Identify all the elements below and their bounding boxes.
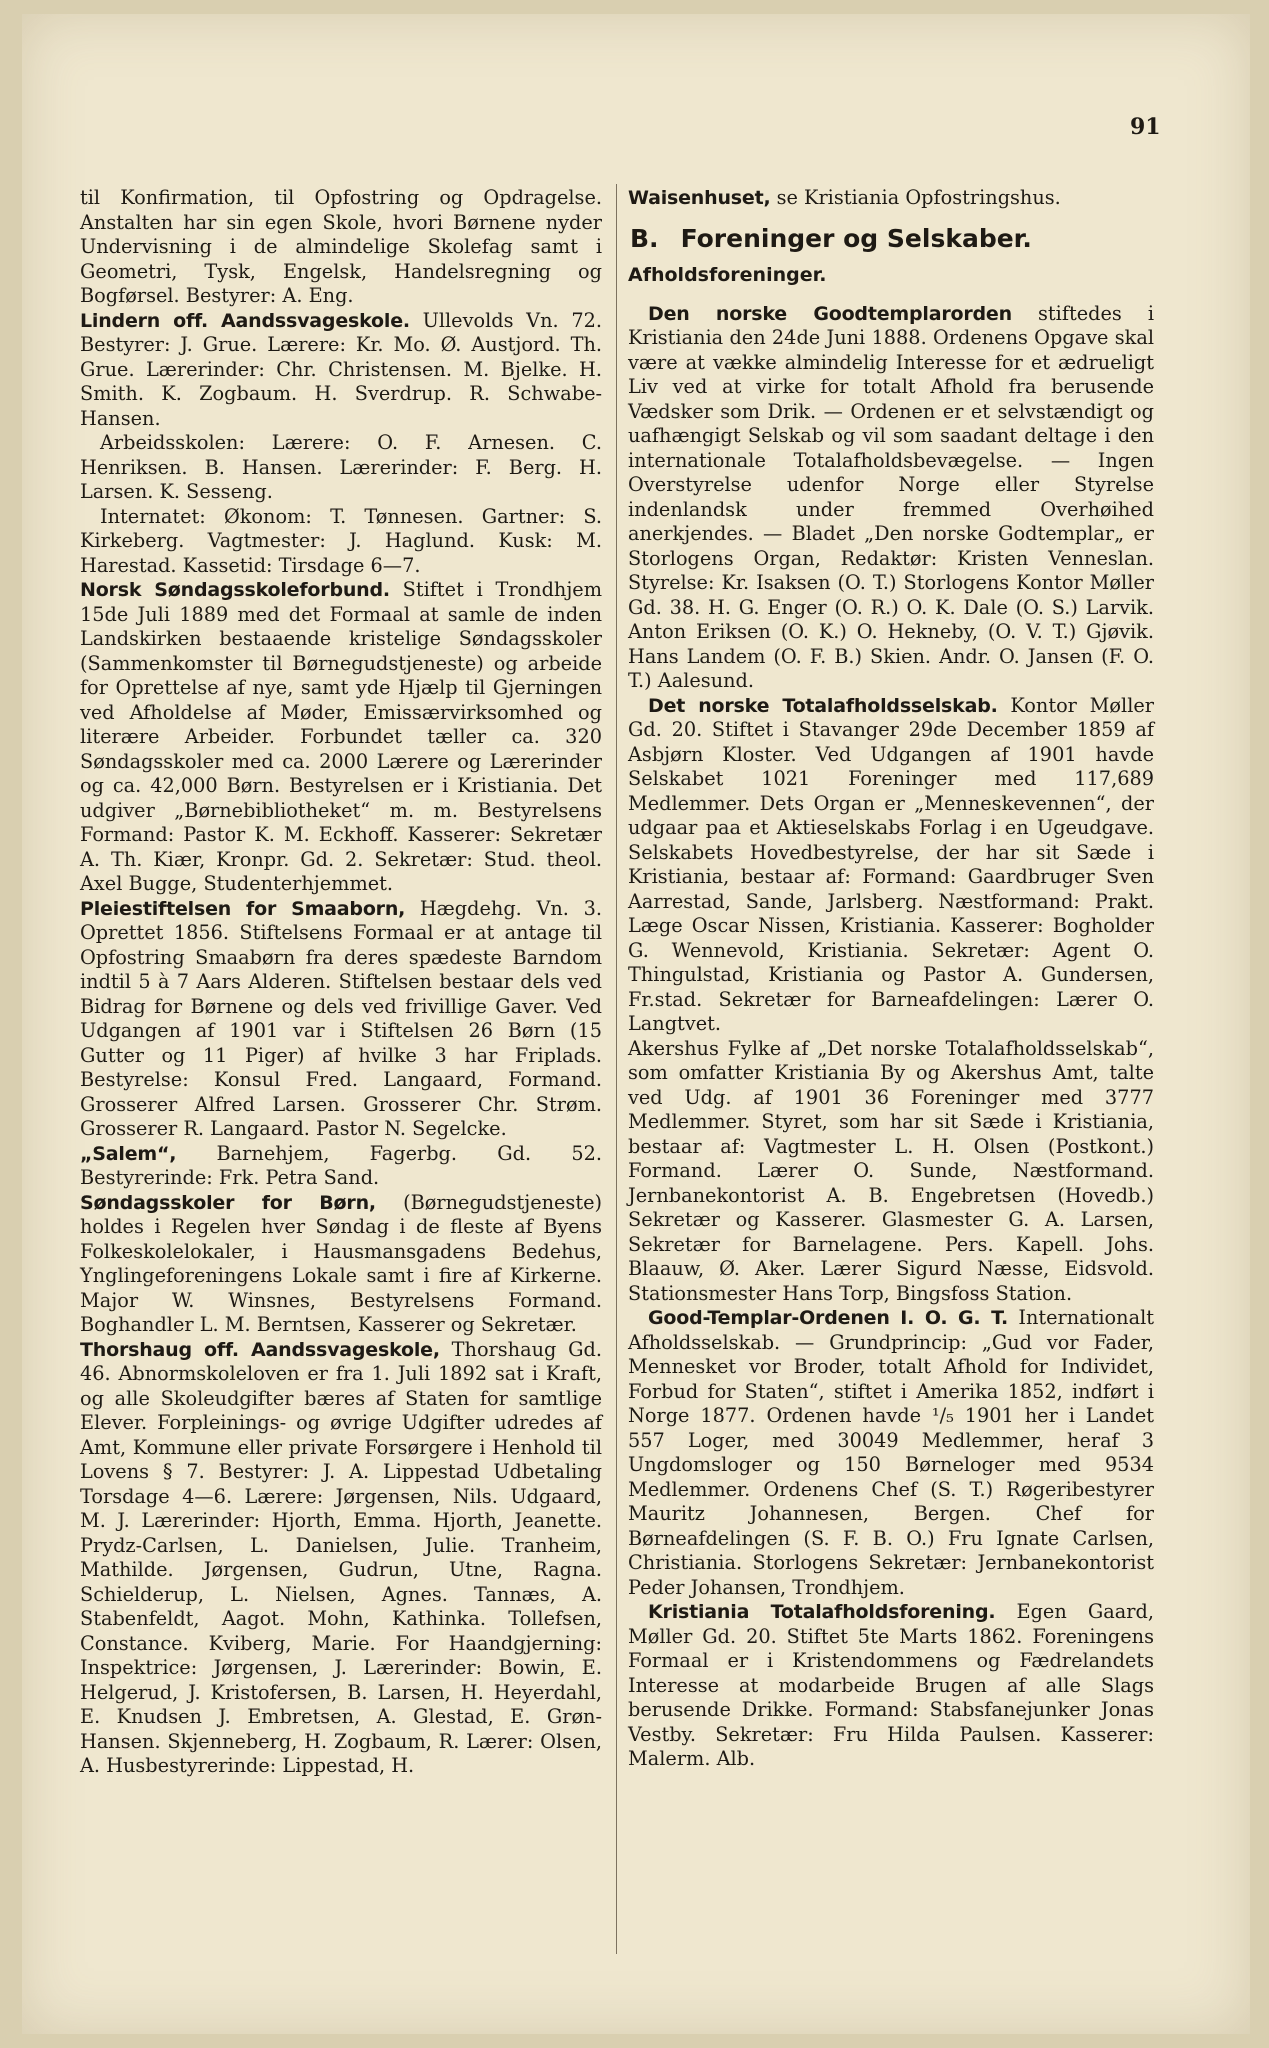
entry-thorshaug: [80, 1338, 602, 1779]
column-divider: [616, 184, 617, 1954]
entry-lindern: [80, 309, 602, 432]
entry-internatet: [80, 505, 602, 579]
entry-text: stiftedes i Kristiania den 24de Juni 1888. Ordenens Opgave skal være at vække almindelig Interesse for et ædrueligt Liv ved at virke for totalt Afhold fra berusende Vædsker som Drik. — Ordenen er et selvstændigt og uafhængigt Selskab og vil som saadant deltage i den internationale Totalafholdsbevægelse. — Ingen Overstyrelse udenfor Norge eller Styrelse indenlandsk under fremmed Overhøihed anerkjendes. — Bladet „Den norske Godtemplar„ er Storlogens Organ, Redaktør: Kristen Venneslan. Styrelse: Kr. Isaksen (O. T.) Storlogens Kontor Møller Gd. 38. H. G. Enger (O. R.) O. K. Dale (O. S.) Larvik. Anton Eriksen (O. K.) O. Hekneby, (O. V. T.) Gjøvik. Hans Landem (O. F. B.) Skien. Andr. O. Jansen (F. O. T.) Aalesund.: [628, 301, 1154, 692]
entry-text: Internatet: Økonom: T. Tønnesen. Gartner: S. Kirkeberg. Vagtmester: J. Haglund. Kusk: M. Harestad. Kassetid: Tirsdage 6—7.: [80, 504, 602, 577]
entry-heading: Den norske Goodtemplarorden: [648, 302, 1012, 325]
entry-text: Stiftet i Trondhjem 15de Juli 1889 med det Formaal at samle de inden Landskirken bestaaende kristelige Søndagsskoler (Sammenkomster til Børnegudstjeneste) og arbeide for Oprettelse af nye, samt yde Hjælp til Gjerningen ved Afholdelse af Møder, Emissærvirksomhed og literære Arbeider. Forbundet tæller ca. 320 Søndagsskoler med ca. 2000 Lærere og Lærerinder og ca. 42,000 Børn. Bestyrelsen er i Kristiania. Det udgiver „Børnebibliotheket“ m. m. Bestyrelsens Formand: Pastor K. M. Eckhoff. Kasserer: Sekretær A. Th. Kiær, Kronpr. Gd. 2. Sekretær: Stud. theol. Axel Bugge, Studenterhjemmet.: [80, 578, 602, 895]
subsection-title: Afholdsforeninger.: [628, 264, 827, 286]
entry-text: Internationalt Afholdsselskab. — Grundprincip: „Gud vor Fader, Mennesket vor Broder, totalt Afhold for Individet, Forbud for Staten“, stiftet i Amerika 1852, indført i Norge 1877. Ordenen havde ¹/₅ 1901 her i Landet 557 Loger, med 30049 Medlemmer, heraf 3 Ungdomsloger og 150 Børneloger med 9534 Medlemmer. Ordenens Chef (S. T.) Røgeribestyrer Mauritz Johannesen, Bergen. Chef for Børneafdelingen (S. F. B. O.) Fru Ignate Carlsen, Christiania. Storlogens Sekretær: Jernbanekontorist Peder Johansen, Trondhjem.: [628, 1306, 1154, 1599]
entry-text: Akershus Fylke af „Det norske Totalafholdsselskab“, som omfatter Kristiania By og Akershus Amt, talte ved Udg. af 1901 36 Foreninger med 3777 Medlemmer. Styret, som har sit Sæde i Kristiania, bestaar af: Vagtmester L. H. Olsen (Postkont.) Formand. Lærer O. Sunde, Næstformand. Jernbanekontorist A. B. Engebretsen (Hovedb.) Sekretær og Kasserer. Glasmester G. A. Larsen, Sekretær for Barnelagene. Pers. Kapell. Johs. Blaauw, Ø. Aker. Lærer Sigurd Næsse, Eidsvold. Stationsmester Hans Torp, Bingsfoss Station.: [628, 1036, 1154, 1305]
entry-salem: [80, 1142, 602, 1191]
entry-akershus-fylke: [628, 1037, 1154, 1307]
entry-good-templar-ordenen: [628, 1306, 1154, 1600]
right-column: [628, 186, 1154, 1772]
section-title: [630, 223, 1154, 253]
entry-text: til Konfirmation, til Opfostring og Opdragelse. Anstalten har sin egen Skole, hvori Børnene nyder Undervisning i de almindelige Skolefag samt i Geometri, Tysk, Engelsk, Handelsregning og Bogførsel. Bestyrer: A. Eng.: [80, 186, 602, 307]
entry-text: Arbeidsskolen: Lærere: O. F. Arnesen. C. Henriksen. B. Hansen. Lærerinder: F. Berg. H. Larsen. K. Sesseng.: [80, 431, 602, 503]
entry-arbeidsskolen: [80, 431, 602, 505]
entry-heading: Waisenhuset,: [628, 187, 771, 209]
entry-text: (Børnegudstjeneste) holdes i Regelen hver Søndag i de fleste af Byens Folkeskolelokaler, i Hausmansgadens Bedehus, Ynglingeforeningens Lokale samt i fire af Kirkerne. Major W. Winsnes, Bestyrelsens Formand. Boghandler L. M. Berntsen, Kasserer og Sekretær.: [80, 1190, 603, 1336]
entry-text: se Kristiania Opfostringshus.: [770, 186, 1061, 209]
entry-heading: Thorshaug off. Aandssvageskole,: [80, 1338, 440, 1361]
entry-text: Thorshaug Gd. 46. Abnormskoleloven er fra 1. Juli 1892 sat i Kraft, og alle Skoleudgifter bæres af Staten for samtlige Elever. Forpleinings- og øvrige Udgifter udredes af Amt, Kommune eller private Forsørgere i Henhold til Lovens § 7. Bestyrer: J. A. Lippestad Udbetaling Torsdage 4—6. Lærere: Jørgensen, Nils. Udgaard, M. J. Lærerinder: Hjorth, Emma. Hjorth, Jeanette. Prydz-Carlsen, L. Danielsen, Julie. Tranheim, Mathilde. Jørgensen, Gudrun, Utne, Ragna. Schielderup, L. Nielsen, Agnes. Tannæs, A. Stabenfeldt, Aagot. Mohn, Kathinka. Tollefsen, Constance. Kviberg, Marie. For Haandgjerning: Inspektrice: Jørgensen, J. Lærerinder: Bowin, E. Helgerud, J. Kristofersen, B. Larsen, H. Heyerdahl, E. Knudsen J. Embretsen, A. Glestad, E. Grøn-Hansen. Skjenneberg, H. Zogbaum, R. Lærer: Olsen, A. Husbestyrerinde: Lippestad, H.: [80, 1337, 602, 1777]
entry-heading: „Salem“,: [80, 1142, 177, 1165]
entry-sondagsskoler: [80, 1191, 602, 1338]
entry-heading: Det norske Totalafholdsselskab.: [648, 694, 998, 717]
entry-text: Hægdehg. Vn. 3. Oprettet 1856. Stiftelsens Formaal er at antage til Opfostring Smaabørn fra deres spædeste Barndom indtil 5 à 7 Aars Alderen. Stiftelsen bestaar dels ved Bidrag for Børnene og dels ved frivillige Gaver. Ved Udgangen af 1901 var i Stiftelsen 26 Børn (15 Gutter og 11 Piger) af hvilke 3 har Friplads. Bestyrelse: Konsul Fred. Langaard, Formand. Grosserer Alfred Larsen. Grosserer Chr. Strøm. Grosserer R. Langaard. Pastor N. Segelcke.: [80, 896, 603, 1140]
entry-text: Ullevolds Vn. 72. Bestyrer: J. Grue. Lærere: Kr. Mo. Ø. Austjord. Th. Grue. Lærerinder: Chr. Christensen. M. Bjelke. H. Smith. K. Zogbaum. H. Sverdrup. R. Schwabe-Hansen.: [80, 308, 602, 430]
entry-heading: Lindern off. Aandssvageskole.: [80, 309, 410, 332]
entry-text: Kontor Møller Gd. 20. Stiftet i Stavanger 29de December 1859 af Asbjørn Kloster. Ved Udgangen af 1901 havde Selskabet 1021 Foreninger med 117,689 Medlemmer. Dets Organ er „Menneskevennen“, der udgaar paa et Aktieselskabs Forlag i en Ugeudgave. Selskabets Hovedbestyrelse, der har sit Sæde i Kristiania, bestaar af: Formand: Gaardbruger Sven Aarrestad, Sande, Jarlsberg. Næstformand: Prakt. Læge Oscar Nissen, Kristiania. Kasserer: Bogholder G. Wennevold, Kristiania. Sekretær: Agent O. Thingulstad, Kristiania og Pastor A. Gundersen, Fr.stad. Sekretær for Barneafdelingen: Lærer O. Langtvet.: [628, 693, 1154, 1035]
entry-heading: Norsk Søndagsskoleforbund.: [80, 579, 390, 601]
entry-text: Barnehjem, Fagerbg. Gd. 52. Bestyrerinde: Frk. Petra Sand.: [80, 1141, 602, 1189]
section-title-text: Foreninger og Selskaber.: [680, 223, 1032, 253]
page-number: 91: [1130, 114, 1161, 140]
book-page: [22, 14, 1250, 2034]
entry-continued: [80, 186, 602, 309]
entry-goodtemplarorden: [628, 302, 1154, 694]
section-letter: B.: [630, 223, 659, 253]
left-column: [80, 186, 602, 1779]
entry-sondagsskoleforbund: [80, 578, 602, 897]
entry-heading: Søndagsskoler for Børn,: [80, 1191, 376, 1214]
entry-heading: Kristiania Totalafholdsforening.: [648, 1601, 996, 1623]
entry-text: Egen Gaard, Møller Gd. 20. Stiftet 5te Marts 1862. Foreningens Formaal er i Kristendommens og Fædrelandets Interesse at modarbeide Brugen af alle Slags berusende Drikke. Formand: Stabsfanejunker Jonas Vestby. Sekretær: Fru Hilda Paulsen. Kasserer: Malerm. Alb.: [628, 1600, 1154, 1770]
entry-waisenhuset: [628, 186, 1154, 211]
entry-kristiania-totalafholdsforening: [628, 1600, 1154, 1772]
entry-pleiestiftelsen: [80, 897, 602, 1142]
entry-heading: Pleiestiftelsen for Smaaborn,: [80, 897, 406, 920]
entry-heading: Good-Templar-Ordenen I. O. G. T.: [648, 1307, 1008, 1329]
entry-totalafholdsselskab: [628, 694, 1154, 1037]
